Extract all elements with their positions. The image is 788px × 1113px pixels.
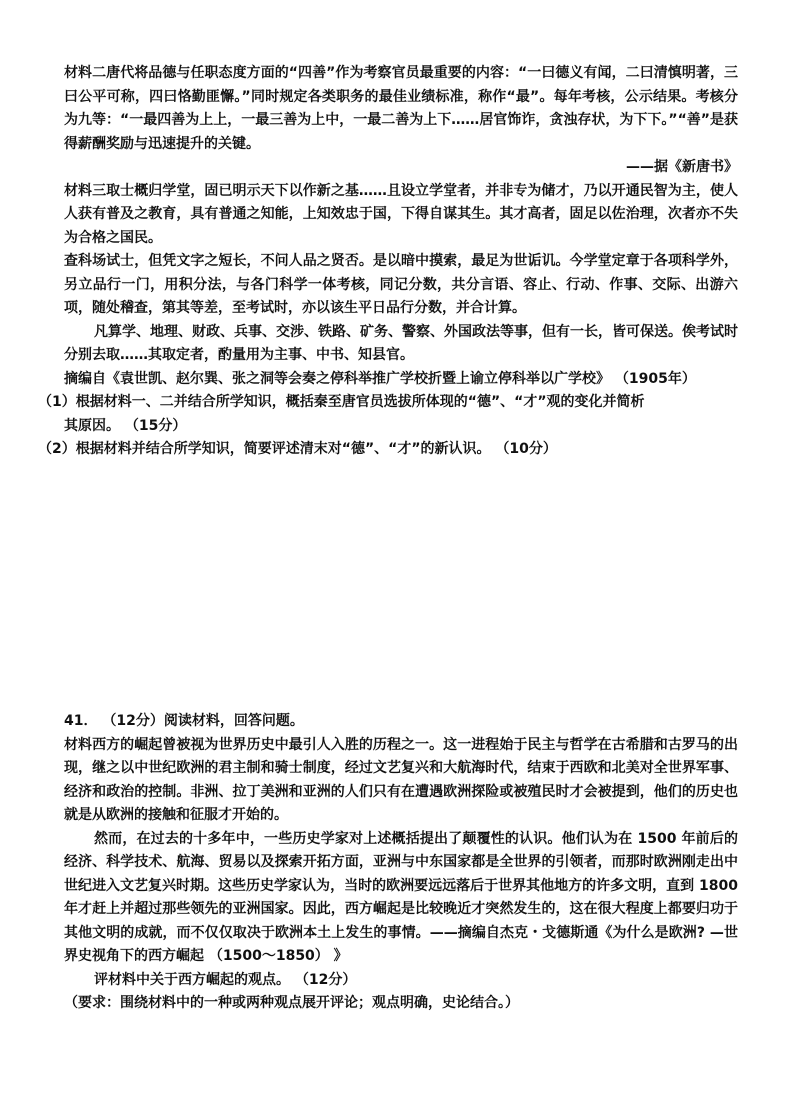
question-1-line-2: 其原因。 （15分） bbox=[64, 417, 187, 434]
question-2: （2）根据材料并结合所学知识，简要评述清末对“德”、“才”的新认识。 （10分） bbox=[38, 441, 557, 457]
question-41-header: 41． （12分）阅读材料，回答问题。 bbox=[64, 713, 304, 729]
question-1-line-1: （1）根据材料一、二并结合所学知识，概括秦至唐官员选拔所体现的“德”、“才”观的变化并简析 bbox=[38, 394, 645, 410]
question-41-material-paragraph-2: 然而，在过去的十多年中，一些历史学家对上述概括提出了颠覆性的认识。他们认为在 1500 年前后的经济、科学技术、航海、贸易以及探索开拓方面，亚洲与中东国家都是全世界的引领者，而那时欧洲刚走出中世纪进入文艺复兴时期。这些历史学家认为，当时的欧洲要远远落后于世界其他地方的许多文明，直到 1800 年才赶上并超过那些领先的亚洲国家。因此，西方崛起是比较晚近才突然发生的，这在很大程度上都要归功于其他文明的成就，而不仅仅取决于欧洲本土上发生的事情。——摘编自杰克・戈德斯通《为什么是欧洲? —世界史视角下的西方崛起 （1500～1850） 》 bbox=[64, 830, 738, 964]
material-three-paragraph-1: 材料三取士概归学堂，固已明示天下以作新之基……且设立学堂者，并非专为储才，乃以开通民智为主，使人人获有普及之教育，具有普通之知能，上知效忠于国，下得自谋其生。其才高者，固足以佐治理，次者亦不失为合格之国民。 bbox=[64, 182, 738, 246]
material-two-source: ——据《新唐书》 bbox=[626, 159, 738, 175]
question-41-task: 评材料中关于西方崛起的观点。 （12分） bbox=[94, 971, 357, 988]
material-three-source: 摘编自《袁世凯、赵尔巽、张之洞等会奏之停科举推广学校折暨上谕立停科举以广学校》 （1905年） bbox=[64, 370, 696, 387]
material-three-paragraph-2: 查科场试士，但凭文字之短长，不问人品之贤否。是以暗中摸索，最足为世诟讥。今学堂定章于各项科学外，另立品行一门，用积分法，与各门科学一体考核，同记分数，共分言语、容止、行动、作事、交际、出游六项，随处稽查，第其等差，至考试时，亦以该生平日品行分数，并合计算。 bbox=[64, 253, 738, 316]
material-three-paragraph-3: 凡算学、地理、财政、兵事、交涉、铁路、矿务、警察、外国政法等事，但有一长，皆可保送。俟考试时分别去取……其取定者，酌量用为主事、中书、知县官。 bbox=[64, 323, 738, 363]
question-41-material-paragraph-1: 材料西方的崛起曾被视为世界历史中最引人入胜的历程之一。这一进程始于民主与哲学在古希腊和古罗马的出现，继之以中世纪欧洲的君主制和骑士制度，经过文艺复兴和大航海时代，结束于西欧和北美对全世界军事、经济和政治的控制。非洲、拉丁美洲和亚洲的人们只有在遭遇欧洲探险或被殖民时才会被提到，他们的历史也就是从欧洲的接触和征服才开始的。 bbox=[64, 736, 738, 823]
material-two-paragraph: 材料二唐代将品德与任职态度方面的“四善”作为考察官员最重要的内容：“一曰德义有闻，二曰清慎明著，三曰公平可称，四曰恪勤匪懈。”同时规定各类职务的最佳业绩标准，称作“最”。每年考核，公示结果。考核分为九等：“一最四善为上上，一最三善为上中，一最二善为上下……居官饰诈，贪浊存状，为下下。”“善”是获得薪酬奖励与迅速提升的关键。 bbox=[64, 65, 738, 152]
question-41-section bbox=[64, 710, 738, 1016]
history-questions-section bbox=[38, 62, 738, 462]
question-41-requirement: （要求：围绕材料中的一种或两种观点展开评论；观点明确，史论结合。） bbox=[64, 995, 519, 1011]
